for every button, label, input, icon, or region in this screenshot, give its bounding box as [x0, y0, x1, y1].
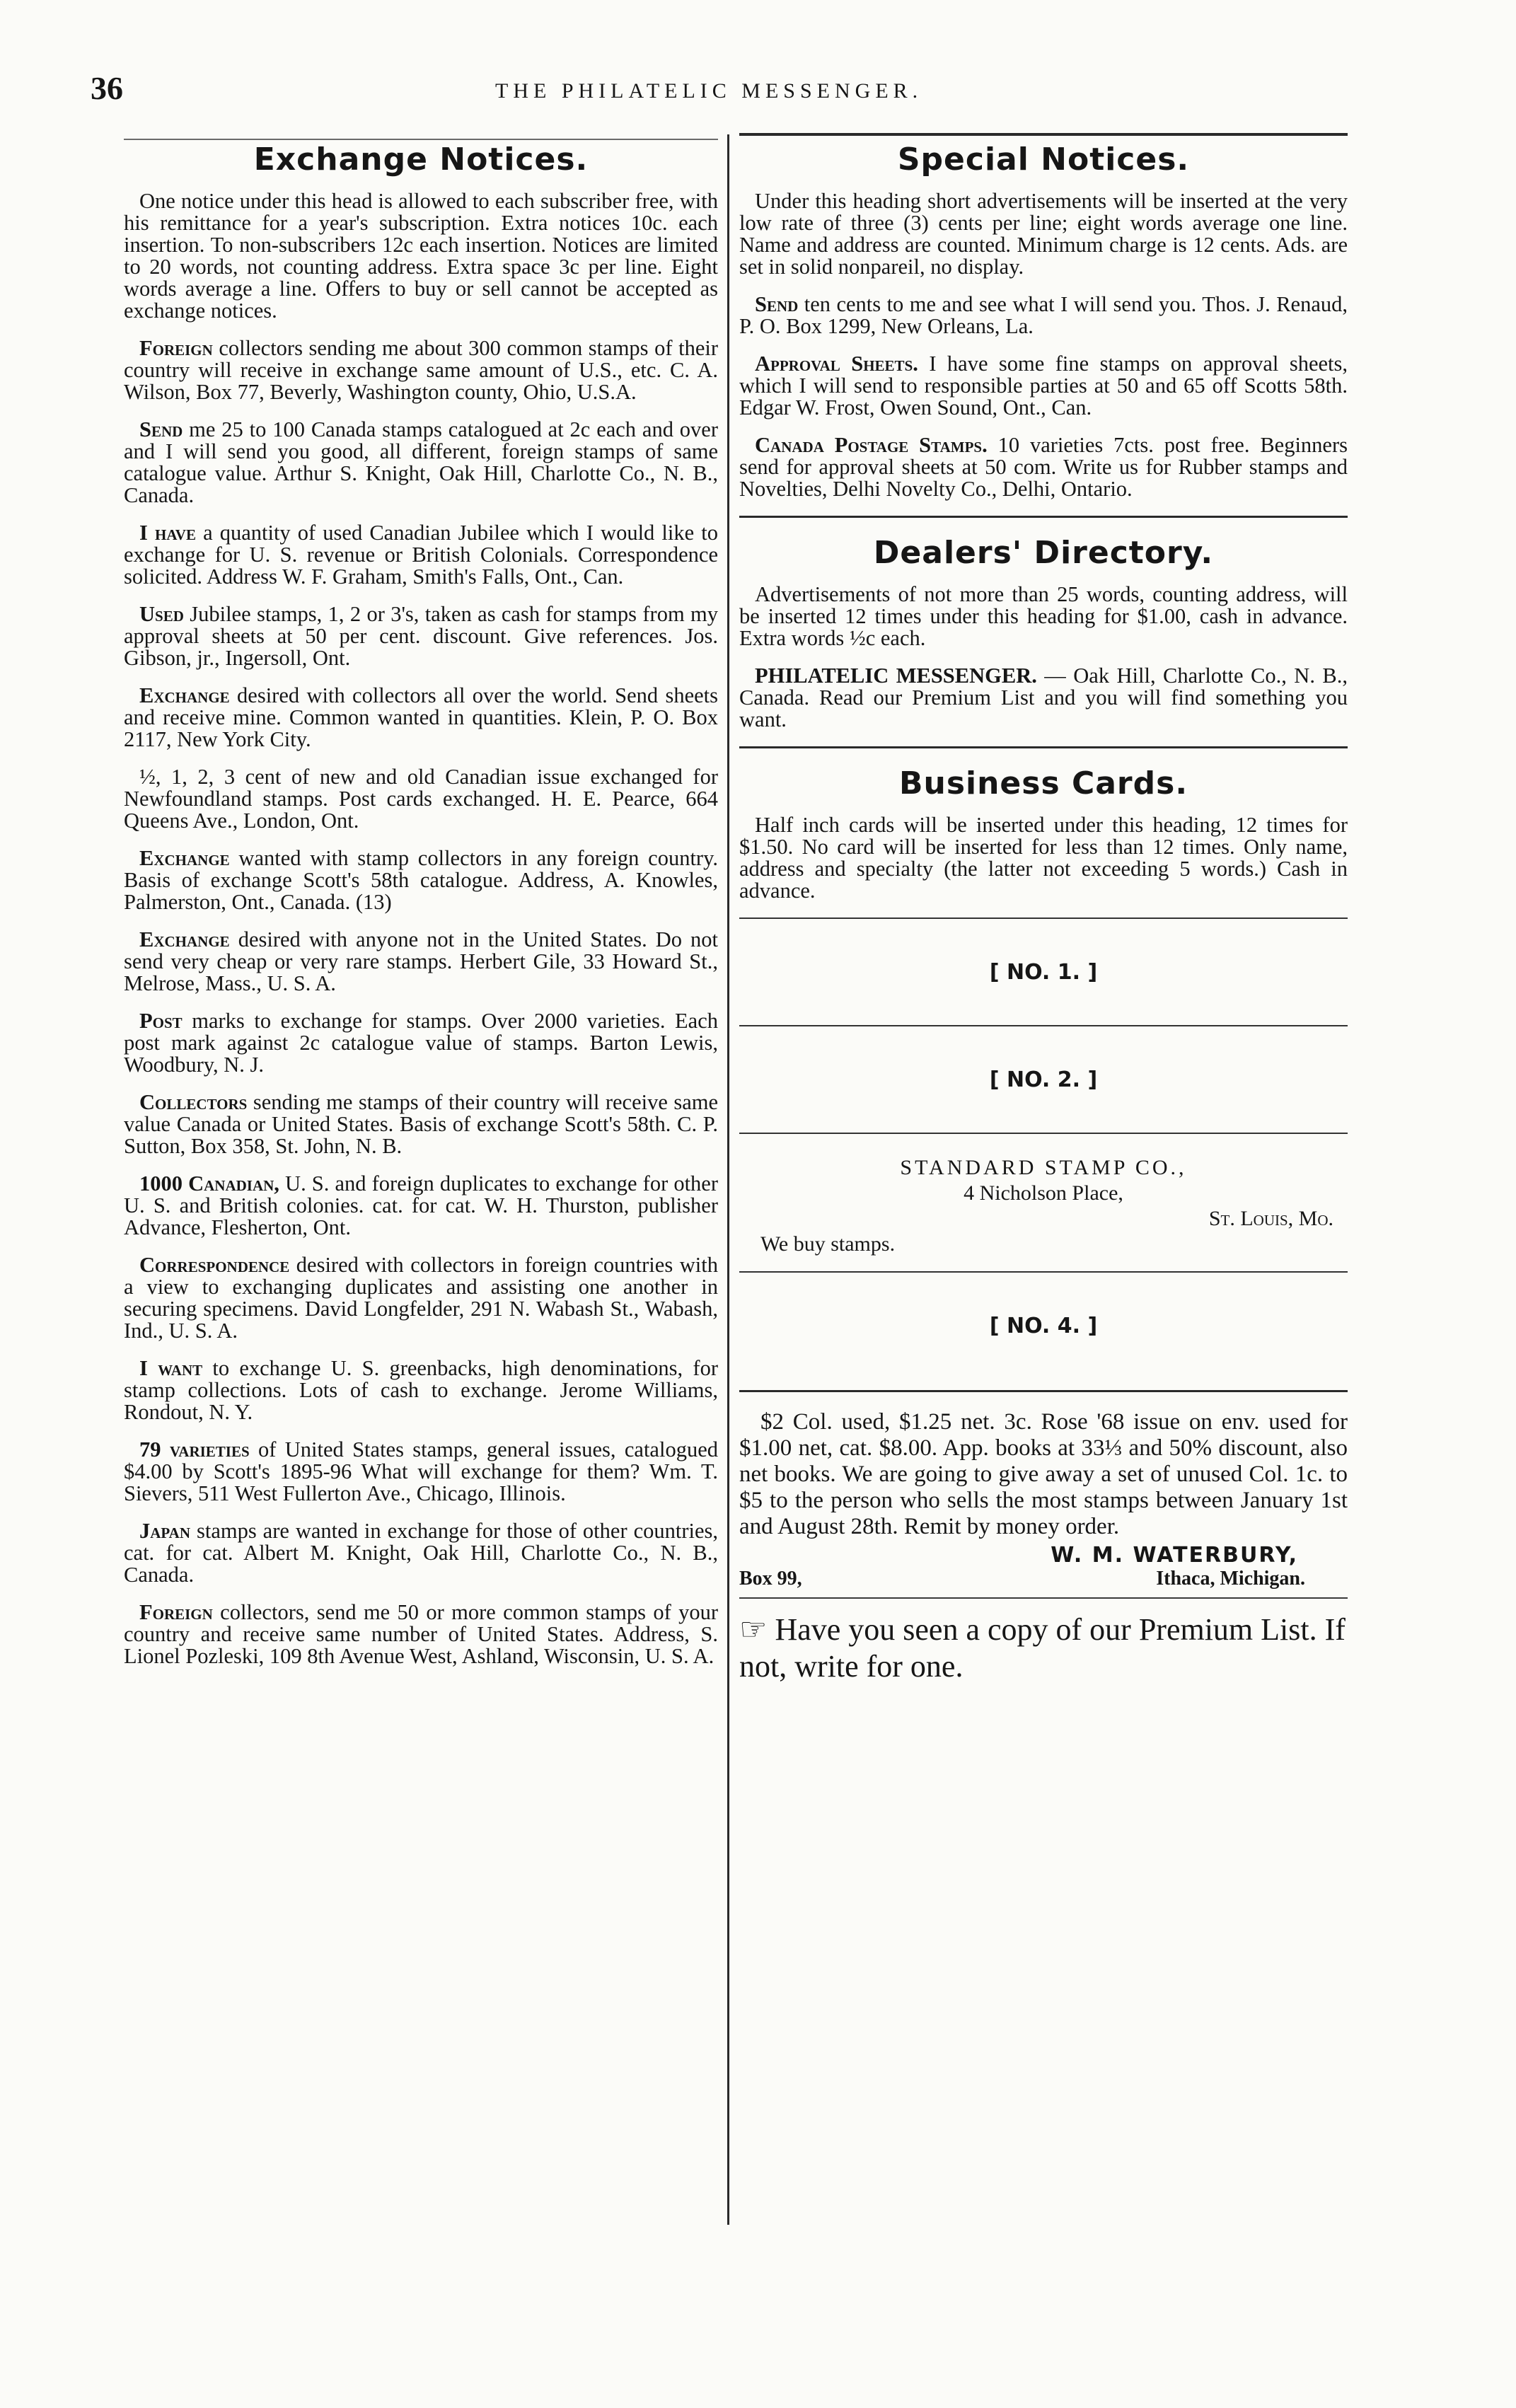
notice-item — [739, 353, 1348, 419]
special-notices-title: Special Notices. — [897, 141, 1190, 178]
notice-item — [124, 1092, 718, 1157]
notice-text: ½, 1, 2, 3 cent of new and old Canadian issue exchanged for Newfoundland stamps. Post cards exchanged. H. E. Pearce, 664 Queens Ave., London, Ont. — [124, 765, 718, 833]
notice-lead: Exchange — [139, 846, 230, 870]
top-rule-right — [739, 133, 1348, 136]
section-rule — [739, 746, 1348, 748]
notice-lead: 1000 Canadian, — [139, 1171, 279, 1196]
notice-text: of United States stamps, general issues, catalogued $4.00 by Scott's 1895-96 What will exchange for them? Wm. T. Sievers, 511 West Fullerton Ave., Chicago, Illinois. — [124, 1437, 718, 1505]
notice-lead: Exchange — [139, 927, 230, 951]
waterbury-text: $2 Col. used, $1.25 net. 3c. Rose '68 issue on env. used for $1.00 net, cat. $8.00. App. books at 33⅓ and 50% discount, also net books. We are going to give away a set of unused Col. 1c. to $5 to the person who sells the most stamps between January 1st and August 28th. Remit by money order. — [739, 1409, 1348, 1539]
notice-lead: Foreign — [139, 336, 213, 360]
waterbury-city: Ithaca, Michigan. — [1156, 1568, 1305, 1590]
notice-item — [124, 685, 718, 751]
notice-text: collectors, send me 50 or more common stamps of your country and receive same number of United States. Address, S. Lionel Pozleski, 109 8th Avenue West, Ashland, Wisconsin, U. S. A. — [124, 1600, 718, 1668]
notice-item — [739, 294, 1348, 337]
notice-item — [739, 665, 1348, 731]
notice-item — [739, 584, 1348, 649]
waterbury-ad — [739, 1409, 1348, 1590]
waterbury-box: Box 99, — [739, 1568, 802, 1590]
business-cards-intro: Half inch cards will be inserted under this heading, 12 times for $1.50. No card will be inserted for less than 12 times. Only name, address and specialty (the latter not exceeding 5 words.) Cash in advance. — [739, 813, 1348, 903]
notice-item — [124, 419, 718, 507]
exchange-notices-title: Exchange Notices. — [253, 141, 589, 178]
page-number: 36 — [91, 70, 123, 106]
notice-item — [739, 434, 1348, 500]
notice-lead: 79 varieties — [139, 1437, 250, 1461]
notice-item — [124, 190, 718, 322]
notice-item — [124, 1254, 718, 1342]
right-column — [739, 141, 1348, 1685]
notice-lead: Used — [139, 602, 184, 626]
card-street: 4 Nicholson Place, — [964, 1181, 1123, 1205]
notice-text: collectors sending me about 300 common stamps of their country will receive in exchange same amount of U.S., etc. C. A. Wilson, Box 77, Beverly, Washington county, Ohio, U.S.A. — [124, 336, 718, 404]
notice-item — [124, 522, 718, 588]
premium-list-notice: ☞ Have you seen a copy of our Premium List. If not, write for one. — [739, 1612, 1346, 1684]
notice-text: a quantity of used Canadian Jubilee which I would like to exchange for U. S. revenue or British Colonials. Correspondence solicited. Address W. F. Graham, Smith's Falls, Ont., Can. — [124, 521, 718, 589]
notice-text: desired with collectors all over the world. Send sheets and receive mine. Common wanted in quantities. Klein, P. O. Box 2117, New York City. — [124, 683, 718, 751]
notice-item — [124, 337, 718, 403]
notice-lead: Correspondence — [139, 1253, 290, 1277]
notice-item — [124, 929, 718, 995]
notice-lead: Canada Postage Stamps. — [755, 433, 988, 457]
notice-item — [124, 847, 718, 913]
notice-text: — Oak Hill, Charlotte Co., N. B., Canada. Read our Premium List and you will find something you want. — [739, 664, 1348, 731]
notice-item — [124, 603, 718, 669]
notice-lead: PHILATELIC MESSENGER. — [755, 664, 1037, 688]
card-city: St. Louis, Mo. — [1208, 1207, 1333, 1230]
notice-item — [739, 190, 1348, 278]
dealers-directory-list — [739, 584, 1348, 731]
notice-text: ten cents to me and see what I will send you. Thos. J. Renaud, P. O. Box 1299, New Orleans, La. — [739, 292, 1348, 338]
running-title: THE PHILATELIC MESSENGER. — [495, 79, 923, 103]
special-notices-list — [739, 190, 1348, 500]
notice-item — [124, 1602, 718, 1667]
business-card-3 — [739, 1133, 1348, 1271]
notice-lead: Send — [139, 417, 183, 441]
notice-item — [124, 766, 718, 832]
notice-text: desired with collectors in foreign countries with a view to exchanging duplicates and assisting one another in securing specimens. David Longfelder, 291 N. Wabash St., Wabash, Ind., U. S. A. — [124, 1253, 718, 1343]
notice-item — [124, 1010, 718, 1076]
section-rule — [739, 1597, 1348, 1599]
notice-text: me 25 to 100 Canada stamps catalogued at 2c each and over and I will send you good, all different, foreign stamps of same catalogue value. Arthur S. Knight, Oak Hill, Charlotte Co., N. B., Canada. — [124, 417, 718, 507]
notice-lead: I want — [139, 1356, 203, 1380]
notice-text: sending me stamps of their country will receive same value Canada or United States. Basis of exchange Scott's 58th. C. P. Sutton, Box 358, St. John, N. B. — [124, 1090, 718, 1158]
top-rule-left — [124, 139, 718, 140]
notice-item — [124, 1173, 718, 1239]
notice-lead: Japan — [139, 1519, 191, 1543]
notice-text: I have some fine stamps on approval sheets, which I will send to responsible parties at 50 and 65 off Scotts 58th. Edgar W. Frost, Owen Sound, Ont., Can. — [739, 352, 1348, 419]
waterbury-signature: W. M. WATERBURY, — [1051, 1543, 1298, 1568]
notice-lead: Send — [755, 292, 799, 316]
waterbury-address — [739, 1568, 1348, 1590]
notice-text: One notice under this head is allowed to each subscriber free, with his remittance for a year's subscription. Extra notices 10c. each insertion. To non-subscribers 12c each insertion. Notices are limited to 20 words, not counting address. Extra space 3c per line. Eight words average a line. Offers to buy or sell cannot be accepted as exchange notices. — [124, 189, 718, 323]
notice-text: Under this heading short advertisements will be inserted at the very low rate of three (3) cents per line; eight words average one line. Name and address are counted. Minimum charge is 12 cents. Ads. are set in solid nonpareil, no display. — [739, 189, 1348, 279]
notice-text: desired with anyone not in the United States. Do not send very cheap or very rare stamps. Herbert Gile, 33 Howard St., Melrose, Mass., U. S. A. — [124, 927, 718, 995]
notice-text: Advertisements of not more than 25 words, counting address, will be inserted 12 times under this heading for $1.00, cash in advance. Extra words ½c each. — [739, 582, 1348, 650]
notice-lead: Foreign — [139, 1600, 213, 1624]
card-specialty: We buy stamps. — [760, 1232, 896, 1256]
card-company-name: STANDARD STAMP CO., — [900, 1156, 1187, 1179]
left-column — [124, 141, 718, 1683]
notice-lead: Approval Sheets. — [755, 352, 918, 376]
notice-text: stamps are wanted in exchange for those of other countries, cat. for cat. Albert M. Knight, Oak Hill, Charlotte Co., N. B., Canada. — [124, 1519, 718, 1587]
dealers-directory-title: Dealers' Directory. — [873, 535, 1214, 571]
notice-text: Jubilee stamps, 1, 2 or 3's, taken as cash for stamps from my approval sheets at 50 per cent. discount. Give references. Jos. Gibson, jr., Ingersoll, Ont. — [124, 602, 718, 670]
notice-text: marks to exchange for stamps. Over 2000 varieties. Each post mark against 2c catalogue value of stamps. Barton Lewis, Woodbury, N. J. — [124, 1009, 718, 1077]
notice-text: wanted with stamp collectors in any foreign country. Basis of exchange Scott's 58th catalogue. Address, A. Knowles, Palmerston, Ont., Canada. (13) — [124, 846, 718, 914]
notice-text: 10 varieties 7cts. post free. Beginners send for approval sheets at 50 com. Write us for Rubber stamps and Novelties, Delhi Novelty Co., Delhi, Ontario. — [739, 433, 1348, 501]
notice-lead: Collectors — [139, 1090, 248, 1114]
notice-text: to exchange U. S. greenbacks, high denominations, for stamp collections. Lots of cash to exchange. Jerome Williams, Rondout, N. Y. — [124, 1356, 718, 1424]
notice-lead: I have — [139, 521, 196, 545]
business-card-4: [ NO. 4. ] — [739, 1271, 1348, 1379]
business-cards-title: Business Cards. — [898, 765, 1188, 801]
section-rule — [739, 516, 1348, 518]
section-rule — [739, 1390, 1348, 1392]
business-card-2: [ NO. 2. ] — [739, 1025, 1348, 1133]
notice-text: U. S. and foreign duplicates to exchange for other U. S. and British colonies. cat. for cat. W. H. Thurston, publisher Advance, Flesherton, Ont. — [124, 1171, 719, 1239]
notice-lead: Post — [139, 1009, 183, 1033]
notice-lead: Exchange — [139, 683, 230, 707]
notice-item — [124, 1520, 718, 1586]
notice-item — [124, 1358, 718, 1423]
notice-item — [124, 1439, 718, 1505]
business-card-1: [ NO. 1. ] — [739, 918, 1348, 1025]
column-divider — [727, 134, 729, 2225]
exchange-notices-list — [124, 190, 718, 1667]
